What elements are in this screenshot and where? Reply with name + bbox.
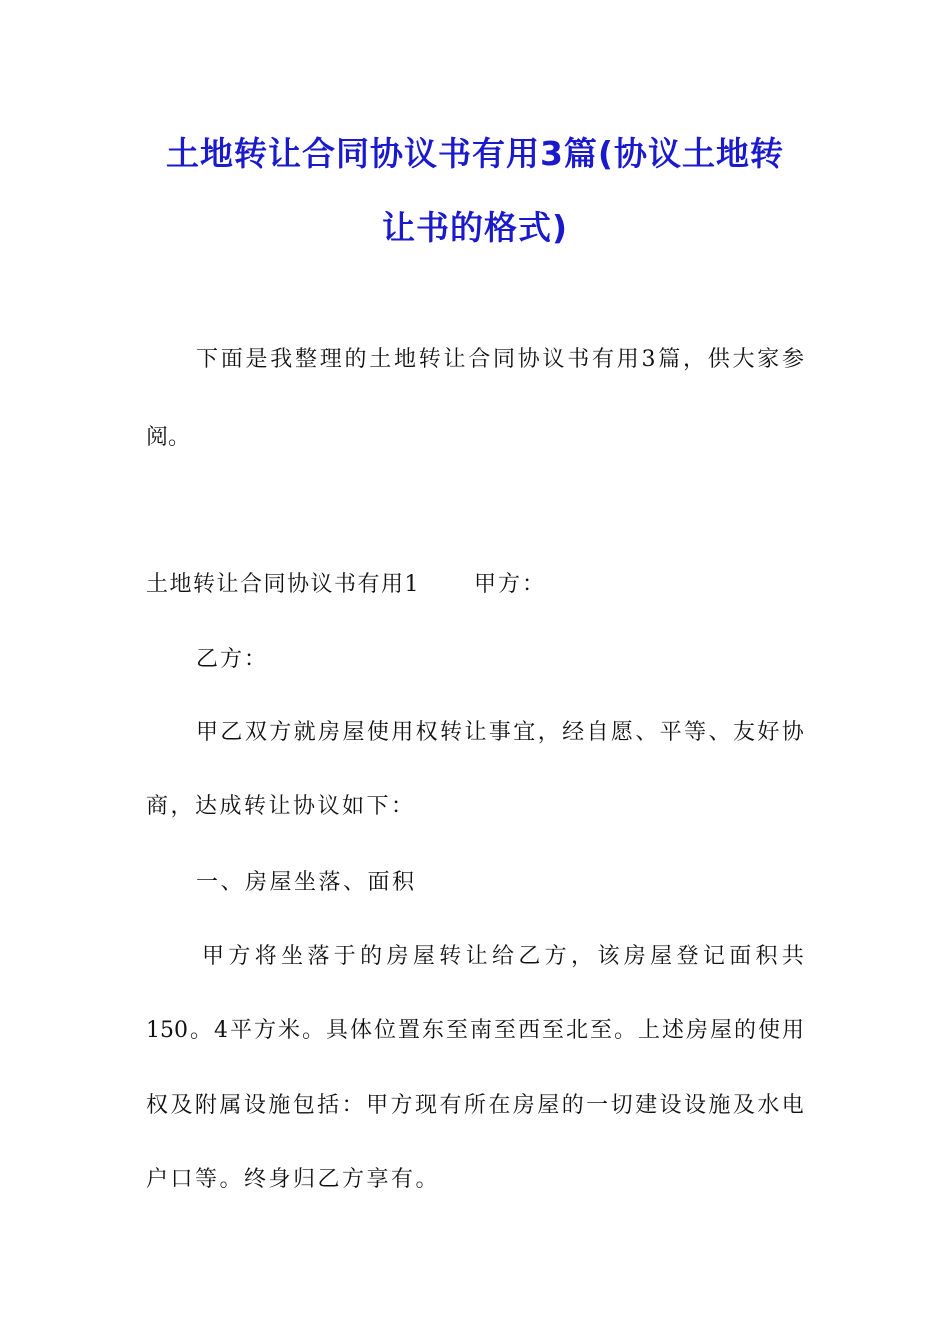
- para2-line-1: 甲 方 将 坐 落 于 的 房 屋 转 让 给 乙 方 ， 该 房 屋 登 记 面 积 共: [202, 944, 804, 969]
- para2-line-3: 权 及 附 属 设 施 包 括 ： 甲 方 现 有 所 在 房 屋 的 一 切 建 设 设 施 及 水 电: [146, 1093, 804, 1118]
- para2-line-2: 150 。 4 平 方 米 。 具 体 位 置 东 至 南 至 西 至 北 至 。 上 述 房 屋 的 使 用: [146, 1018, 804, 1043]
- intro-line-2: 阅。: [146, 425, 191, 450]
- party-a-label: 甲方：: [474, 572, 547, 597]
- para1-line-1: 甲 乙 双 方 就 房 屋 使 用 权 转 让 事 宜 ， 经 自 愿 、 平 等 、 友 好 协: [196, 720, 804, 745]
- document-title-line-2: 让书的格式): [381, 208, 569, 247]
- clause1-heading: 一、房屋坐落、面积: [196, 870, 417, 895]
- intro-line-1: 下 面 是 我 整 理 的 土 地 转 让 合 同 协 议 书 有 用 3 篇 ， 供 大 家 参: [196, 347, 804, 372]
- party-b-label: 乙方：: [196, 647, 269, 672]
- section-heading: 土地转让合同协议书有用1: [146, 572, 420, 597]
- para2-line-4: 户口等。终身归乙方享有。: [146, 1167, 441, 1192]
- document-title-line-1: 土地转让合同协议书有用3篇(协议土地转: [165, 134, 785, 173]
- para1-line-2: 商，达成转让协议如下：: [146, 794, 416, 819]
